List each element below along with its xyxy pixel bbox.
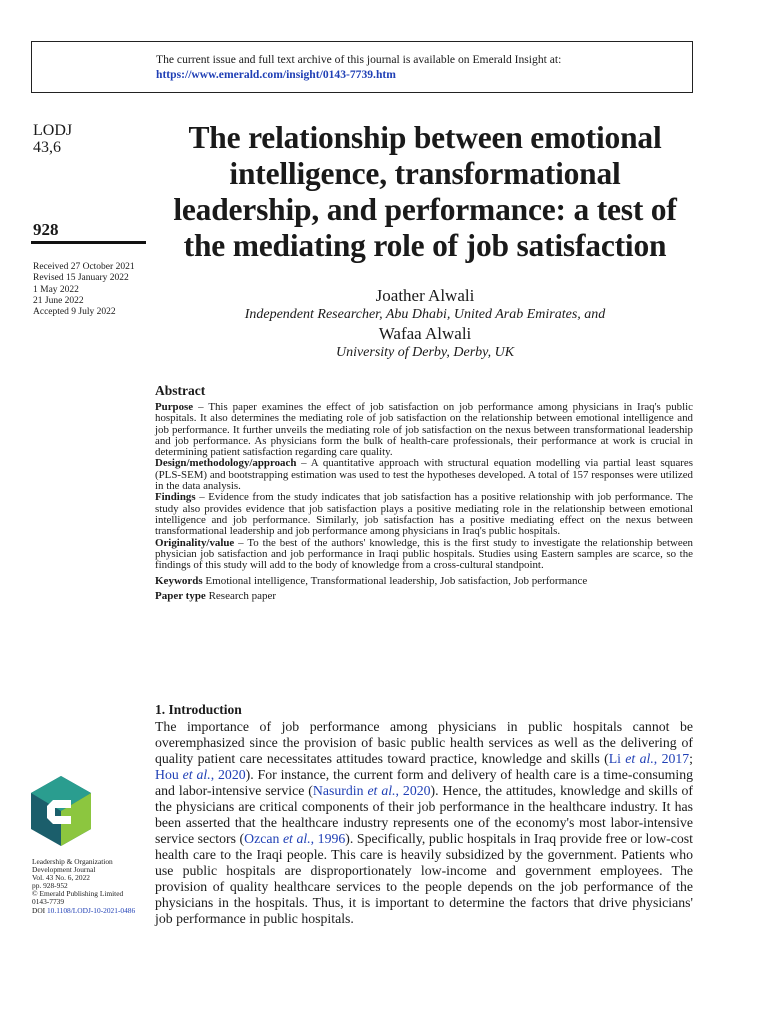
citation-author: Ozcan [244,831,283,846]
intro-text: ). Specifically, public hospitals in Iraq provide free or low-cost health care to the Iraqi people. This care is heavily subsidized by the government. Patients who use public hospitals are disproportionately low-income and government employees. The provision of quality healthcare services to the people depends on the job performance of the physicians in the hospitals. Thus, it is important to determine the factors that drive physicians' job performance in public hospitals. [155,831,694,926]
availability-text: The current issue and full text archive of this journal is available on Emerald Insight at: [156,53,562,66]
intro-text: ; [689,751,694,766]
doi-link[interactable]: 10.1108/LODJ-10-2021-0486 [46,905,136,915]
findings-label: Findings [155,491,196,504]
citation-year: , 2020 [395,783,431,798]
author-affiliation: University of Derby, Derby, UK [335,345,515,360]
keywords-label: Keywords [155,575,203,588]
citation-etal: et al. [182,767,211,782]
date-line: Revised 15 January 2022 [33,273,129,284]
journal-info-line: pp. 928-952 [32,881,68,891]
design-label: Design/methodology/approach [155,457,297,470]
citation-author: Li [608,751,626,766]
journal-info-line: 0143-7739 [32,897,65,907]
author-block [155,286,695,362]
citation-link[interactable] [609,751,689,766]
journal-info-line: Development Journal [32,865,96,875]
purpose-label: Purpose [155,401,194,413]
citation-link[interactable] [313,783,431,798]
paper-title: The relationship between emotional intelligence, transformational leadership, and performance: a test of the mediating role of job satisfaction [173,120,677,263]
citation-author: Nasurdin [312,783,368,798]
abstract-originality [155,538,693,572]
submission-dates [33,262,135,318]
page-number: 928 [33,220,59,239]
design-text: – A quantitative approach with structural equation modelling via partial least squares (PLS-SEM) and bootstrapping estimation was used to test the hypotheses developed. A total of 157 responses were utilized in the data analysis. [155,457,693,493]
findings-text: – Evidence from the study indicates that job satisfaction has a positive relationship with job performance. The study also provides evidence that job satisfaction plays a positive mediating role in the relationship between emotional intelligence and job performance. Similarly, job satisfaction has a positive mediating effect on the nexus between transformational leadership and job performance among physicians in Iraq's public hospitals. [155,491,693,538]
keywords-line [155,574,693,589]
journal-info-line: Leadership & Organization [32,857,113,866]
abstract-findings [155,492,693,537]
author-name: Joather Alwali [375,286,475,305]
intro-text: ). Hence, the attitudes, knowledge and skills of the physicians are critical components of their job performance in the healthcare industry. It has been asserted that the healthcare industry represents one of the economy's most labor-intensive service sectors ( [155,783,694,846]
citation-year: , 1996 [310,831,346,846]
journal-volume-block [33,122,72,156]
date-line: Accepted 9 July 2022 [33,307,116,318]
author-affiliation: Independent Researcher, Abu Dhabi, United Arab Emirates, and [244,307,606,322]
introduction-section [155,702,693,927]
journal-availability-box [31,41,693,93]
doi-line [32,907,135,915]
journal-url-link[interactable]: https://www.emerald.com/insight/0143-7739.htm [156,68,396,81]
author-name: Wafaa Alwali [378,324,472,343]
margin-divider [31,241,146,244]
purpose-text: – This paper examines the effect of job satisfaction on job performance among physicians in Iraq's public hospitals. It also determines the mediating role of job satisfaction on the relationship between emotional intelligence and job performance. It further unveils the mediating role of job satisfaction on the nexus between transformational leadership and job performance. As physicians form the bulk of health-care professionals, their performance at work is crucial in determining patient satisfaction regarding care quality. [155,401,693,459]
intro-text: ). For instance, the current form and delivery of health care is a time-consuming and labor-intensive service ( [155,767,694,798]
abstract-purpose [155,402,693,458]
journal-info-line: Vol. 43 No. 6, 2022 [32,873,90,883]
date-line: 1 May 2022 [33,284,79,295]
journal-info [32,858,135,915]
introduction-paragraph [155,719,693,927]
journal-info-line: © Emerald Publishing Limited [32,889,124,899]
doi-label: DOI [32,905,47,915]
paper-type-label: Paper type [155,590,206,603]
citation-year: , 2020 [210,767,246,782]
originality-text: – To the best of the authors' knowledge, this is the first study to investigate the relationship between physician job satisfaction and job performance in Iraqi public hospitals. Studies using Eastern samples are scarce, so the findings of this study will add to the body of knowledge from a cross-cultural standpoint. [155,536,693,572]
date-line: Received 27 October 2021 [33,262,135,272]
emerald-logo-icon [31,776,91,846]
citation-author: Hou [155,767,183,782]
citation-link[interactable] [244,831,345,846]
abstract-heading: Abstract [155,383,206,398]
citation-etal: et al. [282,831,311,846]
intro-text: The importance of job performance among physicians in public hospitals cannot be overemphasized since the provision of basic public health services as well as the delivering of quality patient care necessitates attitudes toward practice, knowledge and skills ( [155,719,693,766]
journal-abbrev: LODJ [33,122,73,139]
citation-etal: et al. [625,751,654,766]
abstract-section [155,383,693,604]
date-line: 21 June 2022 [33,295,84,306]
paper-type-text: Research paper [205,590,277,603]
originality-label: Originality/value [155,536,235,549]
volume-issue: 43,6 [33,139,61,156]
citation-etal: et al. [367,783,396,798]
paper-type-line [155,589,693,604]
citation-year: , 2017 [653,751,690,766]
citation-link[interactable] [155,767,246,782]
keywords-text: Emotional intelligence, Transformational leadership, Job satisfaction, Job performance [202,575,588,588]
introduction-heading: 1. Introduction [155,702,242,717]
abstract-design [155,458,693,492]
